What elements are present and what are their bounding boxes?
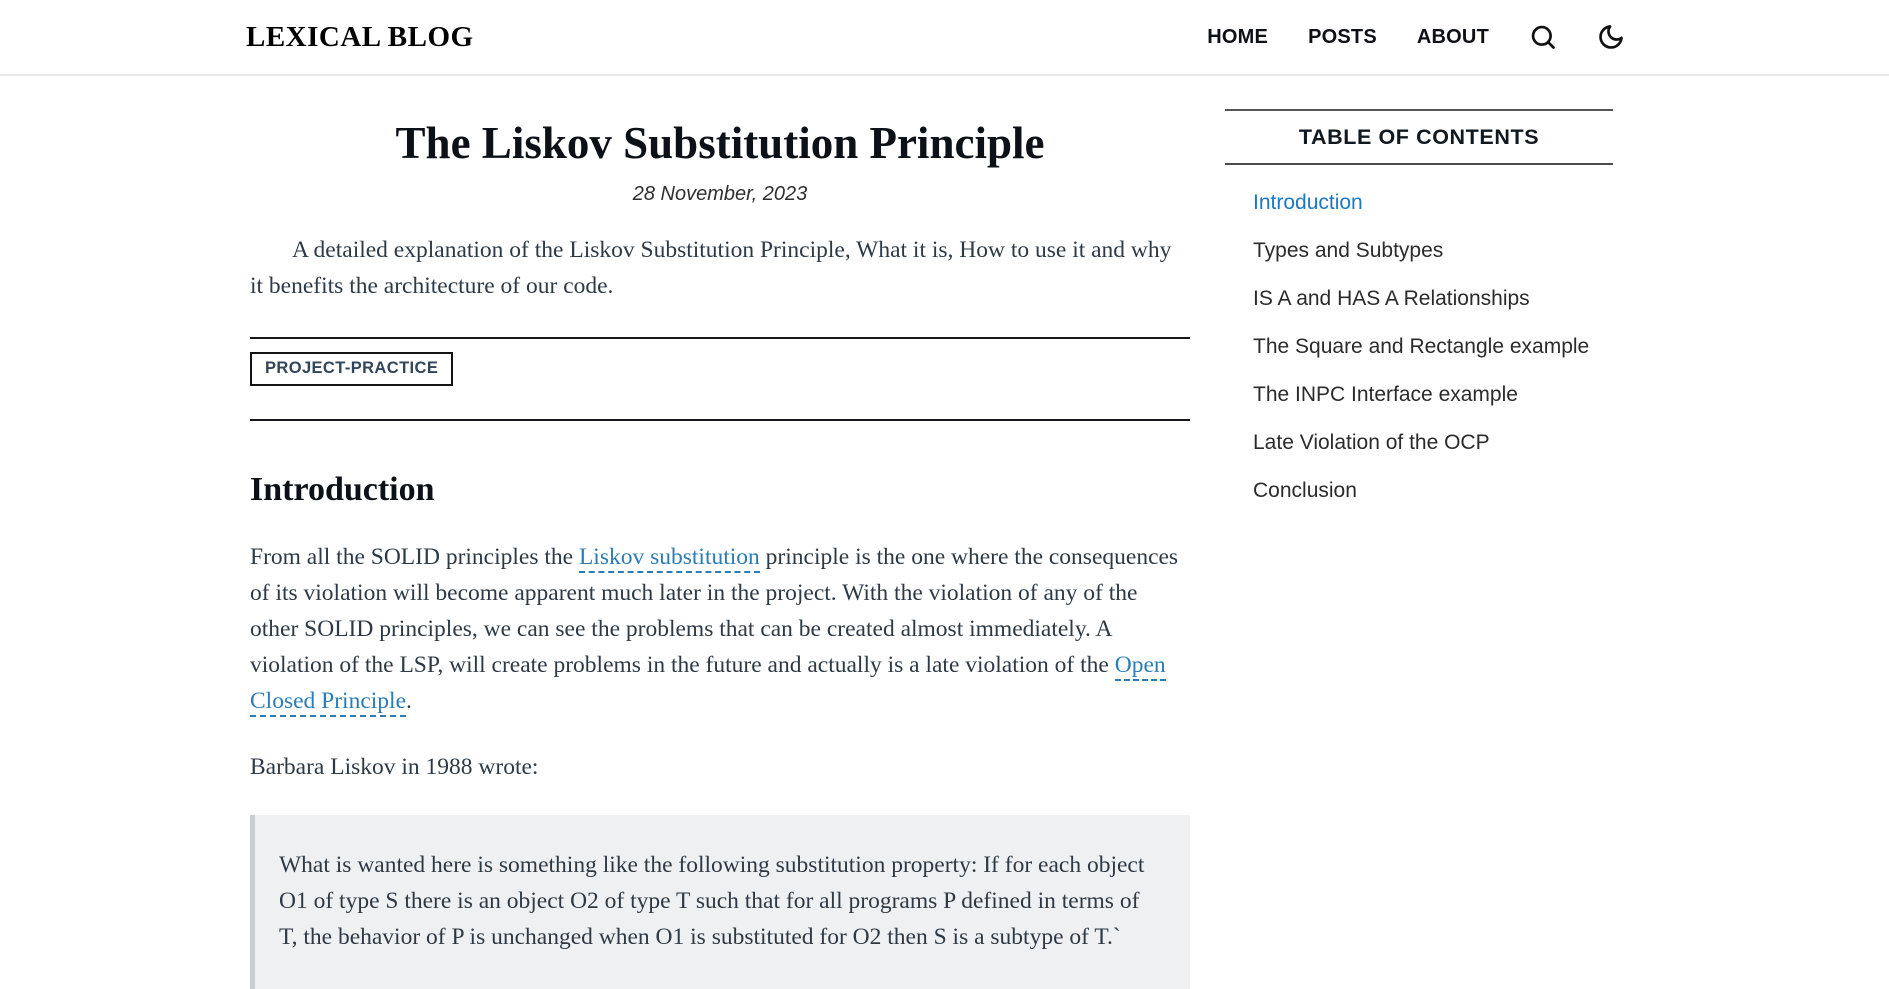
page-body (0, 76, 1889, 989)
divider-bottom (250, 419, 1190, 421)
main-nav (1207, 23, 1625, 51)
toc-item[interactable]: Late Violation of the OCP (1253, 431, 1490, 454)
toc-list-row (1253, 180, 1613, 228)
barbara-liskov-paragraph: Barbara Liskov in 1988 wrote: (250, 753, 539, 780)
article-description: A detailed explanation of the Liskov Substitution Principle, What it is, How to use it and why it benefits the architecture of our code. (250, 236, 1172, 299)
toc-list (1225, 180, 1613, 516)
toc-list-row (1253, 420, 1613, 468)
toc-list-row (1253, 468, 1613, 516)
search-icon (1529, 23, 1557, 51)
theme-toggle-button[interactable] (1597, 23, 1625, 51)
toc-title: TABLE OF CONTENTS (1225, 109, 1613, 165)
paragraph-text: principle is the one where the consequences of its violation will become apparent much later in the project. With the violation of any of the other SOLID principles, we can see the problems that can be created almost immediately. A violation of the LSP, will create problems in the future and actually is a late violation of the (250, 543, 1179, 678)
toc-item[interactable]: The INPC Interface example (1253, 383, 1518, 406)
toc-item[interactable]: The Square and Rectangle example (1253, 335, 1590, 358)
tag-list (250, 352, 1190, 386)
table-of-contents (1225, 109, 1613, 516)
paragraph-text: . (406, 687, 412, 714)
toc-list-row (1253, 276, 1613, 324)
toc-list-row (1253, 324, 1613, 372)
toc-list-row (1253, 372, 1613, 420)
toc-list-row (1253, 228, 1613, 276)
search-button[interactable] (1529, 23, 1557, 51)
link-liskov-substitution[interactable]: Liskov substitution (579, 544, 760, 573)
tag-project-practice[interactable]: PROJECT-PRACTICE (250, 352, 453, 386)
section-heading-introduction: Introduction (250, 470, 435, 508)
paragraph-text: From all the SOLID principles the (250, 543, 579, 570)
toc-item[interactable]: Types and Subtypes (1253, 239, 1444, 262)
site-header (0, 0, 1889, 76)
toc-item[interactable]: Conclusion (1253, 479, 1357, 502)
nav-link-home[interactable]: HOME (1207, 25, 1269, 48)
nav-link-posts[interactable]: POSTS (1308, 25, 1377, 48)
intro-paragraph (250, 539, 1190, 719)
site-logo[interactable]: LEXICAL BLOG (246, 20, 474, 53)
liskov-quote-blockquote: What is wanted here is something like the following substitution property: If for each object O1 of type S there is an object O2 of type T such that for all programs P defined in terms of T, the behavior of P is unchanged when O1 is substituted for O2 then S is a subtype of T.` (250, 815, 1190, 989)
divider-top (250, 337, 1190, 339)
toc-item[interactable]: Introduction (1253, 191, 1363, 214)
toc-item[interactable]: IS A and HAS A Relationships (1253, 287, 1530, 310)
link-open-closed-principle[interactable]: Open Closed Principle (250, 652, 1166, 717)
moon-icon (1597, 23, 1625, 51)
nav-link-about[interactable]: ABOUT (1416, 25, 1489, 48)
article-date: 28 November, 2023 (632, 182, 808, 205)
article (250, 76, 1190, 989)
article-title: The Liskov Substitution Principle (395, 118, 1045, 168)
